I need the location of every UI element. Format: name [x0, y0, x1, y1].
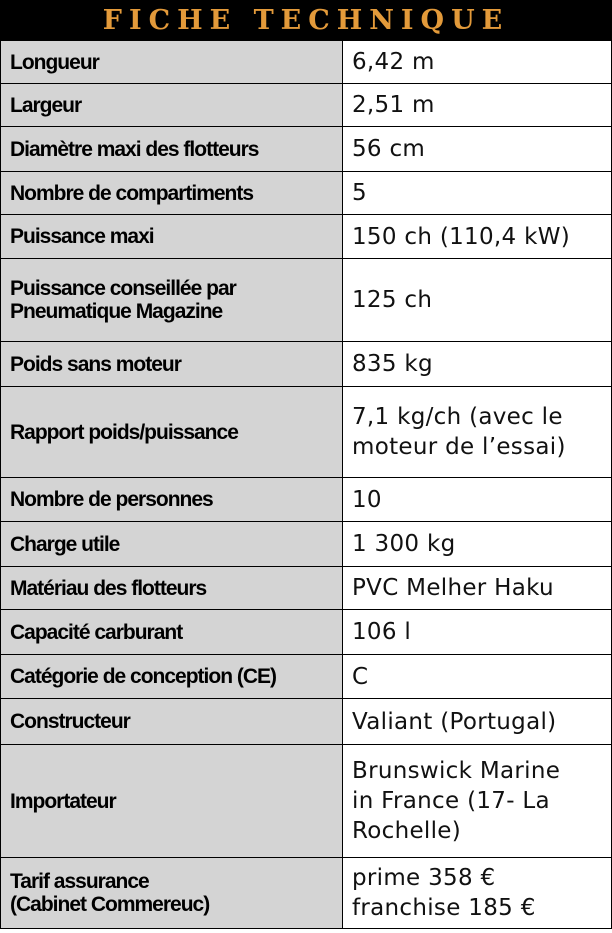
table-row — [1, 84, 612, 127]
row-label — [1, 259, 343, 342]
row-value — [343, 522, 612, 567]
label-line: Longueur — [10, 50, 99, 74]
label-line: Importateur — [10, 789, 116, 813]
value-line: in France (17- La — [352, 788, 550, 814]
value-line: 56 cm — [352, 136, 426, 162]
table-row — [1, 215, 612, 259]
row-label — [1, 745, 343, 858]
table-row — [1, 655, 612, 699]
table-row — [1, 858, 612, 929]
label-line: Constructeur — [10, 710, 130, 733]
row-value — [343, 127, 612, 172]
row-label — [1, 655, 343, 699]
value-line: Valiant (Portugal) — [352, 708, 557, 735]
label-line: Puissance conseillée par — [10, 277, 236, 300]
value-line: 1 300 kg — [352, 531, 456, 557]
row-label — [1, 127, 343, 172]
row-value — [343, 84, 612, 127]
row-value — [343, 610, 612, 655]
row-value — [343, 478, 612, 522]
row-value — [343, 745, 612, 858]
value-line: Brunswick Marine — [352, 758, 561, 784]
value-line: 6,42 m — [352, 49, 435, 75]
label-line: Catégorie de conception (CE) — [10, 665, 277, 688]
table-row — [1, 259, 612, 342]
row-value — [343, 387, 612, 478]
label-line: (Cabinet Commereuc) — [10, 893, 210, 916]
table-row — [1, 342, 612, 387]
label-line: Tarif assurance — [10, 870, 149, 893]
row-value — [343, 567, 612, 610]
table-row — [1, 127, 612, 172]
row-value — [343, 172, 612, 215]
table-row — [1, 699, 612, 745]
table-row — [1, 172, 612, 215]
value-line: franchise 185 € — [352, 895, 536, 921]
value-line: prime 358 € — [352, 865, 496, 891]
row-label — [1, 342, 343, 387]
label-line: Poids sans moteur — [10, 352, 181, 376]
value-line: 150 ch (110,4 kW) — [352, 223, 571, 250]
spec-table — [0, 40, 612, 929]
row-value — [343, 858, 612, 929]
label-line: Rapport poids/puissance — [10, 420, 238, 444]
row-label — [1, 478, 343, 522]
row-value — [343, 699, 612, 745]
table-row — [1, 567, 612, 610]
table-row — [1, 478, 612, 522]
value-line: 7,1 kg/ch (avec le — [352, 404, 563, 430]
value-line: PVC Melher Haku — [352, 575, 554, 601]
value-line: 10 — [352, 486, 382, 513]
row-label — [1, 387, 343, 478]
value-line: 106 l — [352, 619, 412, 645]
label-line: Charge utile — [10, 532, 120, 556]
row-label — [1, 699, 343, 745]
value-line: 5 — [352, 180, 367, 206]
value-line: C — [352, 663, 369, 690]
row-label — [1, 84, 343, 127]
row-label — [1, 172, 343, 215]
value-line: 2,51 m — [352, 92, 435, 118]
label-line: Nombre de compartiments — [10, 181, 254, 205]
table-row — [1, 41, 612, 84]
table-row — [1, 610, 612, 655]
label-line: Matériau des flotteurs — [10, 576, 207, 600]
row-label — [1, 41, 343, 84]
row-value — [343, 215, 612, 259]
label-line: Pneumatique Magazine — [10, 300, 223, 323]
label-line: Puissance maxi — [10, 225, 154, 248]
row-label — [1, 610, 343, 655]
label-line: Capacité carburant — [10, 620, 183, 644]
row-value — [343, 259, 612, 342]
table-row — [1, 745, 612, 858]
label-line: Nombre de personnes — [10, 488, 213, 511]
value-line: 835 kg — [352, 351, 433, 377]
row-value — [343, 655, 612, 699]
table-row — [1, 387, 612, 478]
row-label — [1, 567, 343, 610]
row-label — [1, 522, 343, 567]
label-line: Diamètre maxi des flotteurs — [10, 137, 259, 161]
row-value — [343, 342, 612, 387]
row-label — [1, 858, 343, 929]
label-line: Largeur — [10, 93, 82, 117]
value-line: moteur de l’essai) — [352, 434, 566, 460]
sheet-title: FICHE TECHNIQUE — [0, 0, 612, 40]
row-value — [343, 41, 612, 84]
value-line: 125 ch — [352, 287, 433, 313]
row-label — [1, 215, 343, 259]
value-line: Rochelle) — [352, 818, 461, 844]
table-row — [1, 522, 612, 567]
